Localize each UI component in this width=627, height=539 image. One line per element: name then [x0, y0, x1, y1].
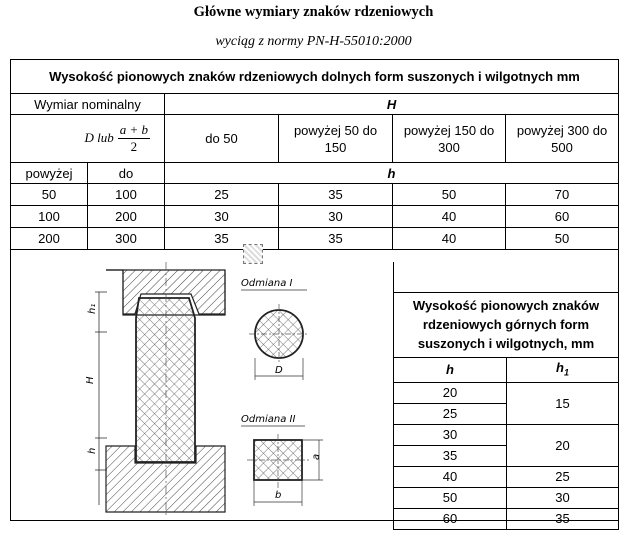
H-column-0: do 50	[165, 115, 279, 163]
h1-value: 15	[507, 383, 619, 425]
row-value: 25	[165, 184, 279, 206]
h-value: 40	[394, 467, 507, 488]
row-value: 50	[506, 228, 619, 250]
upper-table-heading: Wysokość pionowych znaków rdzeniowych górnych form suszonych i wilgotnych, mm	[394, 292, 619, 357]
core-print-drawing	[11, 250, 393, 518]
table-row	[11, 206, 619, 228]
row-value: 35	[279, 184, 393, 206]
h-value: 30	[394, 425, 507, 446]
row-value: 70	[506, 184, 619, 206]
H-column-3: powyżej 300 do 500	[506, 115, 619, 163]
h-value: 60	[394, 509, 507, 530]
h-header: h	[165, 163, 619, 184]
row-to: 300	[88, 228, 165, 250]
row-to: 100	[88, 184, 165, 206]
col-h1-header	[507, 357, 619, 383]
row-value: 30	[279, 206, 393, 228]
row-value: 30	[165, 206, 279, 228]
table-row	[11, 184, 619, 206]
row-from: 100	[11, 206, 88, 228]
table-row	[394, 488, 619, 509]
h-value: 50	[394, 488, 507, 509]
page-title: Główne wymiary znaków rdzeniowych	[193, 4, 434, 20]
H-column-2: powyżej 150 do 300	[393, 115, 506, 163]
row-value: 40	[393, 206, 506, 228]
broken-image-icon	[243, 244, 263, 264]
nominal-dimension-label: Wymiar nominalny	[11, 94, 165, 115]
h-value: 25	[394, 404, 507, 425]
upper-table-spacer	[394, 262, 619, 292]
table-row	[394, 509, 619, 530]
row-value: 50	[393, 184, 506, 206]
h-value: 35	[394, 446, 507, 467]
h1-value: 25	[507, 467, 619, 488]
H-column-1: powyżej 50 do 150	[279, 115, 393, 163]
above-label: powyżej	[11, 163, 88, 184]
table-row	[394, 383, 619, 404]
fraction-numerator: a + b	[119, 122, 148, 137]
row-value: 35	[279, 228, 393, 250]
col-h-header: h	[394, 357, 507, 383]
upper-cores-table	[393, 262, 619, 530]
variant-2-label: Odmiana II	[241, 414, 296, 425]
col-h1-sub: 1	[563, 367, 569, 378]
row-value: 40	[393, 228, 506, 250]
table-row	[394, 467, 619, 488]
lower-table-heading: Wysokość pionowych znaków rdzeniowych dolnych form suszonych i wilgotnych mm	[11, 60, 619, 94]
label-h: h	[87, 447, 98, 454]
to-label: do	[88, 163, 165, 184]
d-formula-cell	[11, 115, 165, 163]
row-to: 200	[88, 206, 165, 228]
h1-value: 35	[507, 509, 619, 530]
label-h1: h₁	[87, 303, 98, 314]
row-value: 60	[506, 206, 619, 228]
label-b: b	[275, 490, 282, 501]
row-from: 50	[11, 184, 88, 206]
label-a: a	[311, 453, 322, 460]
page-subtitle: wyciąg z normy PN-H-55010:2000	[215, 34, 412, 49]
h1-value: 30	[507, 488, 619, 509]
variant-1-label: Odmiana I	[241, 278, 293, 289]
d-or-label: D lub	[84, 129, 114, 145]
H-header: H	[165, 94, 619, 115]
fraction-denominator: 2	[130, 139, 138, 154]
row-value: 35	[165, 228, 279, 250]
table-row	[11, 228, 619, 250]
h1-value: 20	[507, 425, 619, 467]
h-value: 20	[394, 383, 507, 404]
row-from: 200	[11, 228, 88, 250]
mean-fraction	[118, 122, 150, 155]
col-h1-text: h	[556, 359, 564, 375]
table-row	[394, 425, 619, 446]
label-H: H	[85, 376, 96, 384]
label-D: D	[275, 365, 283, 376]
